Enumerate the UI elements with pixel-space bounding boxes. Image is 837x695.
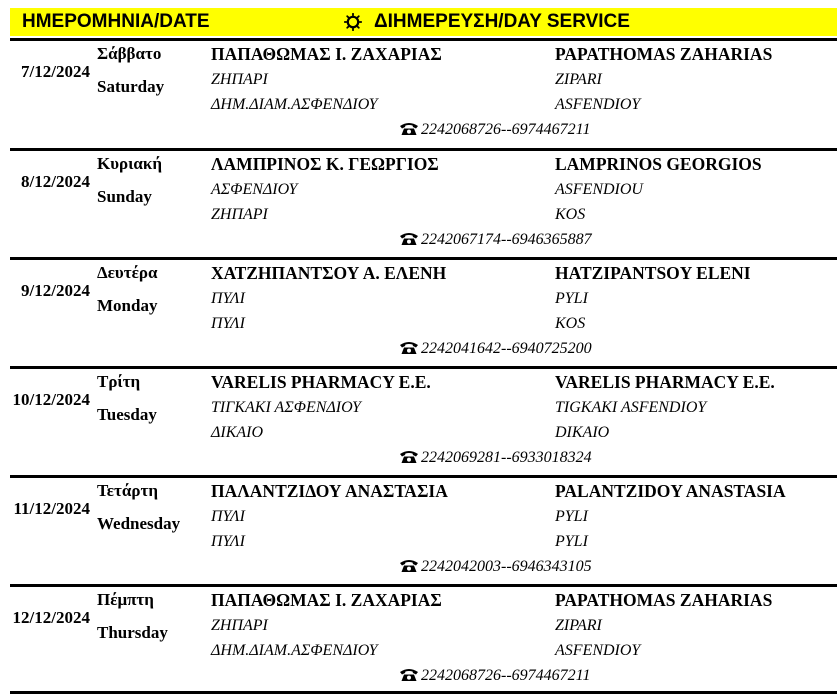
address-greek-line2: ΠΥΛΙ [211, 533, 245, 550]
address-english-line1: TIGKAKI ASFENDIOY [555, 399, 707, 416]
pharmacy-name-greek: ΠΑΠΑΘΩΜΑΣ Ι. ΖΑΧΑΡΙΑΣ [211, 44, 442, 64]
address-greek-line1: ΖΗΠΑΡΙ [211, 71, 268, 88]
phone-line [399, 448, 592, 468]
address-greek-line1: ΠΥΛΙ [211, 508, 245, 525]
address-greek-line2: ΔΗΜ.ΔΙΑΜ.ΑΣΦΕΝΔΙΟΥ [211, 96, 378, 113]
pharmacy-entry [0, 150, 837, 258]
entry-date: 11/12/2024 [13, 499, 90, 518]
address-english-line2: ASFENDIOY [555, 96, 641, 113]
address-greek-line2: ΖΗΠΑΡΙ [211, 206, 268, 223]
address-english-line2: KOS [555, 206, 586, 223]
weekday-greek: Σάββατο [97, 44, 162, 63]
entry-date: 12/12/2024 [12, 608, 90, 627]
weekday-english: Monday [97, 296, 158, 315]
entry-date: 8/12/2024 [21, 172, 90, 191]
date-column-title: ΗΜΕΡΟΜΗΝΙΑ/DATE [22, 11, 210, 32]
pharmacy-name-english: PALANTZIDOY ANASTASIA [555, 481, 786, 501]
address-english-line1: ZIPARI [555, 71, 602, 88]
pharmacy-name-english: VARELIS PHARMACY E.E. [555, 372, 775, 392]
pharmacy-name-english: HATZIPANTSOY ELENI [555, 263, 751, 283]
pharmacy-name-greek: ΠΑΠΑΘΩΜΑΣ Ι. ΖΑΧΑΡΙΑΣ [211, 590, 442, 610]
pharmacy-name-english: PAPATHOMAS ZAHARIAS [555, 590, 773, 610]
address-english-line1: ASFENDIOU [555, 181, 643, 198]
address-english-line1: ZIPARI [555, 617, 602, 634]
pharmacy-entry [0, 477, 837, 585]
sun-icon [344, 13, 362, 31]
weekday-greek: Δευτέρα [97, 263, 158, 282]
address-english-line1: PYLI [555, 508, 588, 525]
phone-number: 2242067174--6946365887 [421, 231, 592, 248]
pharmacy-entry [0, 586, 837, 694]
pharmacy-entry [0, 259, 837, 367]
address-greek-line1: ΤΙΓΚΑΚΙ ΑΣΦΕΝΔΙΟΥ [211, 399, 361, 416]
pharmacy-name-english: PAPATHOMAS ZAHARIAS [555, 44, 773, 64]
phone-line [399, 120, 590, 140]
phone-number: 2242069281--6933018324 [421, 449, 592, 466]
address-greek-line2: ΠΥΛΙ [211, 315, 245, 332]
phone-icon [399, 559, 419, 573]
phone-icon [399, 341, 419, 355]
schedule-header [10, 8, 837, 36]
address-greek-line1: ΠΥΛΙ [211, 290, 245, 307]
address-english-line2: KOS [555, 315, 586, 332]
row-divider [10, 691, 837, 694]
address-greek-line1: ΑΣΦΕΝΔΙΟΥ [211, 181, 298, 198]
address-greek-line1: ΖΗΠΑΡΙ [211, 617, 268, 634]
service-column-title: ΔΙΗΜΕΡΕΥΣΗ/DAY SERVICE [374, 11, 630, 32]
pharmacy-entry [0, 368, 837, 476]
entry-date: 10/12/2024 [12, 390, 90, 409]
phone-number: 2242068726--6974467211 [421, 121, 591, 138]
address-greek-line2: ΔΙΚΑΙΟ [211, 424, 264, 441]
phone-icon [399, 122, 419, 136]
weekday-greek: Τρίτη [97, 372, 141, 391]
address-english-line2: PYLI [555, 533, 588, 550]
weekday-english: Thursday [97, 623, 168, 642]
weekday-english: Saturday [97, 77, 165, 96]
entry-date: 9/12/2024 [21, 281, 90, 300]
pharmacy-entry [0, 40, 837, 148]
pharmacy-name-greek: ΠΑΛΑΝΤΖΙΔΟΥ ΑΝΑΣΤΑΣΙΑ [211, 481, 448, 501]
phone-line [399, 230, 592, 250]
entry-date: 7/12/2024 [21, 62, 90, 81]
weekday-greek: Τετάρτη [97, 481, 158, 500]
phone-icon [399, 450, 419, 464]
pharmacy-name-greek: ΛΑΜΠΡΙΝΟΣ Κ. ΓΕΩΡΓΙΟΣ [211, 154, 439, 174]
weekday-english: Tuesday [97, 405, 157, 424]
weekday-greek: Πέμπτη [97, 590, 154, 609]
pharmacy-name-english: LAMPRINOS GEORGIOS [555, 154, 762, 174]
weekday-greek: Κυριακή [97, 154, 162, 173]
pharmacy-name-greek: ΧΑΤΖΗΠΑΝΤΣΟΥ Α. ΕΛΕΝΗ [211, 263, 447, 283]
phone-line [399, 339, 592, 359]
phone-number: 2242041642--6940725200 [421, 340, 592, 357]
weekday-english: Sunday [97, 187, 152, 206]
phone-line [399, 557, 592, 577]
weekday-english: Wednesday [97, 514, 181, 533]
address-english-line2: DIKAIO [555, 424, 610, 441]
address-english-line1: PYLI [555, 290, 588, 307]
pharmacy-name-greek: VARELIS PHARMACY E.E. [211, 372, 431, 392]
address-english-line2: ASFENDIOY [555, 642, 641, 659]
phone-number: 2242068726--6974467211 [421, 667, 591, 684]
phone-icon [399, 668, 419, 682]
address-greek-line2: ΔΗΜ.ΔΙΑΜ.ΑΣΦΕΝΔΙΟΥ [211, 642, 378, 659]
phone-number: 2242042003--6946343105 [421, 558, 592, 575]
phone-icon [399, 232, 419, 246]
phone-line [399, 666, 590, 686]
